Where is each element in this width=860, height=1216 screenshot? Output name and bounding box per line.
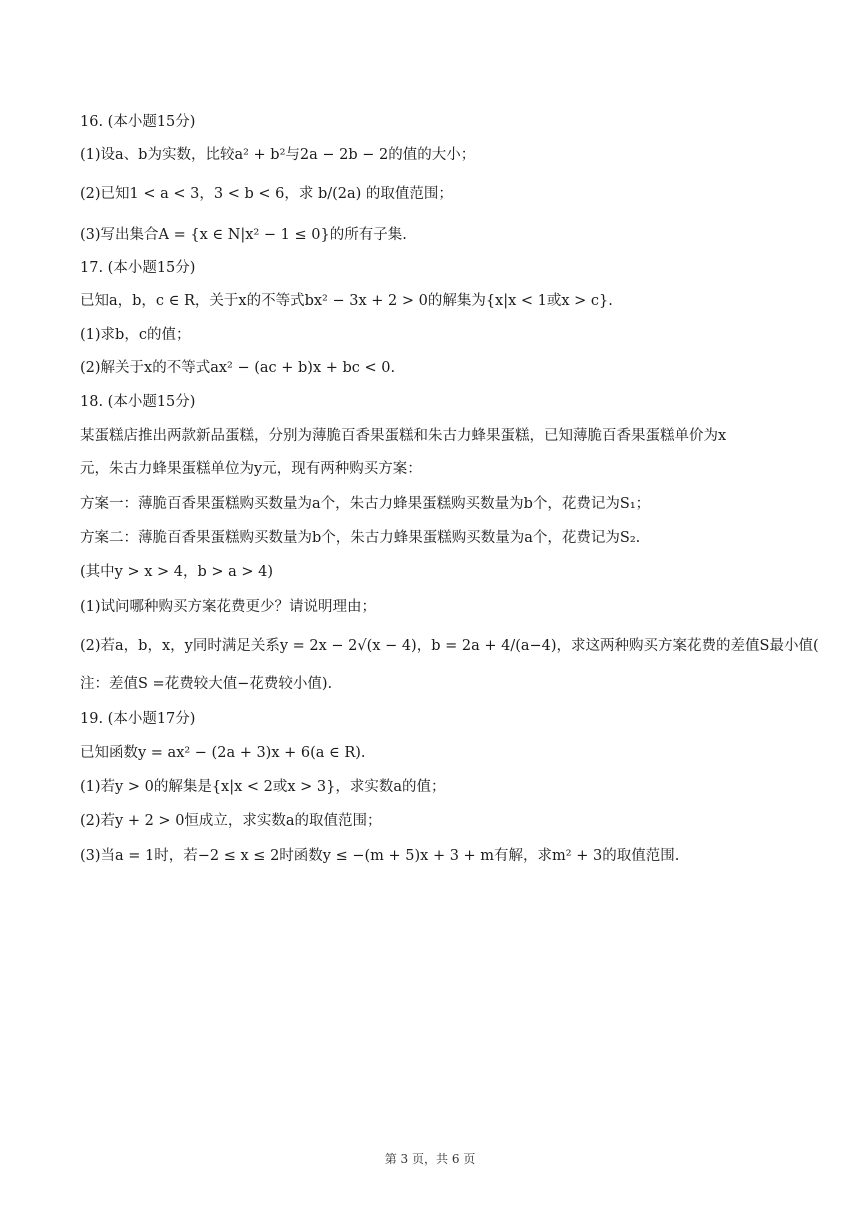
page-number-footer: 第 3 页，共 6 页 [384,1152,476,1166]
question-16-part-1: (1)设a、b为实数，比较a² + b²与2a − 2b − 2的值的大小； [80,147,476,163]
question-18-plan-2: 方案二：薄脆百香果蛋糕购买数量为b个，朱古力蜂果蛋糕购买数量为a个，花费记为S₂. [80,530,641,546]
question-19-part-2: (2)若y + 2 > 0恒成立，求实数a的取值范围； [80,813,382,829]
question-18-stem-line-2: 元，朱古力蜂果蛋糕单位为y元，现有两种购买方案： [80,461,422,477]
question-19-header: 19. (本小题17分) [80,711,196,727]
question-19-stem: 已知函数y = ax² − (2a + 3)x + 6(a ∈ R). [80,745,366,761]
question-17-stem: 已知a，b，c ∈ R，关于x的不等式bx² − 3x + 2 > 0的解集为{x|x < 1或x > c}. [80,293,613,309]
question-16-part-2: (2)已知1 < a < 3，3 < b < 6，求 b/(2a) 的取值范围； [80,186,453,202]
question-18-note: 注：差值S =花费较大值−花费较小值). [80,676,333,692]
question-18-header: 18. (本小题15分) [80,394,196,410]
question-18-stem-line-1: 某蛋糕店推出两款新品蛋糕，分别为薄脆百香果蛋糕和朱古力蜂果蛋糕，已知薄脆百香果蛋糕单价为x [80,428,727,444]
question-18-part-1: (1)试问哪种购买方案花费更少？请说明理由； [80,599,377,615]
question-16-header: 16. (本小题15分) [80,114,196,130]
question-16-part-3: (3)写出集合A = {x ∈ N|x² − 1 ≤ 0}的所有子集. [80,227,407,243]
question-17-part-2: (2)解关于x的不等式ax² − (ac + b)x + bc < 0. [80,360,396,376]
question-17-part-1: (1)求b，c的值； [80,327,191,343]
question-19-part-1: (1)若y > 0的解集是{x|x < 2或x > 3}，求实数a的值； [80,779,446,795]
question-18-part-2: (2)若a，b，x，y同时满足关系y = 2x − 2√(x − 4)，b = 2a + 4/(a−4)，求这两种购买方案花费的差值S最小值( [80,638,819,654]
question-18-condition: (其中y > x > 4，b > a > 4) [80,564,274,580]
question-18-plan-1: 方案一：薄脆百香果蛋糕购买数量为a个，朱古力蜂果蛋糕购买数量为b个，花费记为S₁； [80,496,651,512]
question-17-header: 17. (本小题15分) [80,260,196,276]
question-19-part-3: (3)当a = 1时，若−2 ≤ x ≤ 2时函数y ≤ −(m + 5)x + 3 + m有解，求m² + 3的取值范围. [80,848,680,864]
